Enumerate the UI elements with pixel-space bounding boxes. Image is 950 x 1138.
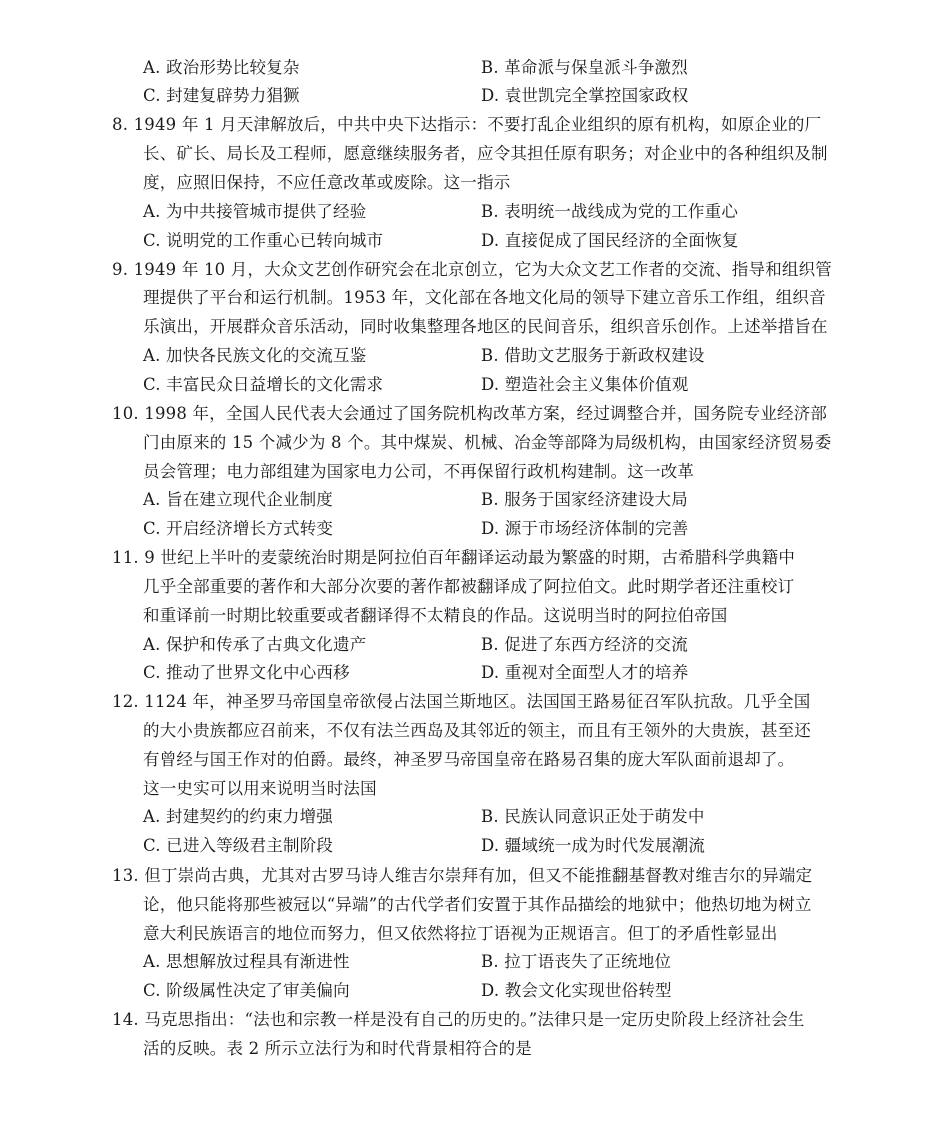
answer-option: C. 封建复辟势力猖獗 bbox=[143, 86, 300, 105]
question-text-line: 论，他只能将那些被冠以“异端”的古代学者们安置于其作品描绘的地狱中；他热切地为树立 bbox=[143, 895, 812, 914]
answer-option: D. 塑造社会主义集体价值观 bbox=[481, 375, 689, 394]
question-stem-line: 12. 1124 年，神圣罗马帝国皇帝欲侵占法国兰斯地区。法国国王路易征召军队抗敌。几乎全国 bbox=[112, 692, 811, 711]
answer-option: B. 革命派与保皇派斗争激烈 bbox=[481, 58, 688, 77]
question-text-line: 度，应照旧保持，不应任意改革或废除。这一指示 bbox=[143, 173, 511, 192]
answer-option: C. 说明党的工作重心已转向城市 bbox=[143, 231, 384, 250]
question-text-line: 有曾经与国王作对的伯爵。最终，神圣罗马帝国皇帝在路易召集的庞大军队面前退却了。 bbox=[143, 750, 795, 769]
question-text-line: 活的反映。表 2 所示立法行为和时代背景相符合的是 bbox=[143, 1039, 532, 1058]
question-text-line: 理提供了平台和运行机制。1953 年，文化部在各地文化局的领导下建立音乐工作组，组织音 bbox=[143, 288, 826, 307]
answer-option: B. 表明统一战线成为党的工作重心 bbox=[481, 202, 739, 221]
answer-option: B. 民族认同意识正处于萌发中 bbox=[481, 807, 705, 826]
answer-option: A. 保护和传承了古典文化遗产 bbox=[143, 635, 367, 654]
question-text-line: 的大小贵族都应召前来，不仅有法兰西岛及其邻近的领主，而且有王领外的大贵族，甚至还 bbox=[143, 721, 811, 740]
answer-option: B. 借助文艺服务于新政权建设 bbox=[481, 346, 705, 365]
answer-option: C. 推动了世界文化中心西移 bbox=[143, 663, 350, 682]
answer-option: D. 源于市场经济体制的完善 bbox=[481, 519, 689, 538]
answer-option: C. 阶级属性决定了审美偏向 bbox=[143, 981, 350, 1000]
question-stem-line: 9. 1949 年 10 月，大众文艺创作研究会在北京创立，它为大众文艺工作者的交流、指导和组织管 bbox=[112, 260, 833, 279]
question-text-line: 员会管理；电力部组建为国家电力公司，不再保留行政机构建制。这一改革 bbox=[143, 462, 695, 481]
answer-option: C. 丰富民众日益增长的文化需求 bbox=[143, 375, 384, 394]
answer-option: C. 已进入等级君主制阶段 bbox=[143, 836, 334, 855]
answer-option: A. 加快各民族文化的交流互鉴 bbox=[143, 346, 367, 365]
answer-option: B. 拉丁语丧失了正统地位 bbox=[481, 952, 672, 971]
question-stem-line: 14. 马克思指出：“法也和宗教一样是没有自己的历史的。”法律只是一定历史阶段上经济社会生 bbox=[112, 1010, 805, 1029]
answer-option: A. 思想解放过程具有渐进性 bbox=[143, 952, 350, 971]
answer-option: C. 开启经济增长方式转变 bbox=[143, 519, 334, 538]
question-text-line: 几乎全部重要的著作和大部分次要的著作都被翻译成了阿拉伯文。此时期学者还注重校订 bbox=[143, 577, 795, 596]
question-text-line: 意大利民族语言的地位而努力，但又依然将拉丁语视为正规语言。但丁的矛盾性彰显出 bbox=[143, 924, 778, 943]
question-text-line: 和重译前一时期比较重要或者翻译得不太精良的作品。这说明当时的阿拉伯帝国 bbox=[143, 606, 728, 625]
question-stem-line: 11. 9 世纪上半叶的麦蒙统治时期是阿拉伯百年翻译运动最为繁盛的时期，古希腊科学典籍中 bbox=[112, 548, 796, 567]
answer-option: D. 袁世凯完全掌控国家政权 bbox=[481, 86, 689, 105]
answer-option: B. 服务于国家经济建设大局 bbox=[481, 490, 688, 509]
answer-option: A. 封建契约的约束力增强 bbox=[143, 807, 334, 826]
question-stem-line: 10. 1998 年，全国人民代表大会通过了国务院机构改革方案，经过调整合并，国务院专业经济部 bbox=[112, 404, 828, 423]
answer-option: D. 重视对全面型人才的培养 bbox=[481, 663, 689, 682]
answer-option: D. 教会文化实现世俗转型 bbox=[481, 981, 672, 1000]
question-text-line: 乐演出，开展群众音乐活动，同时收集整理各地区的民间音乐，组织音乐创作。上述举措旨在 bbox=[143, 317, 828, 336]
question-text-line: 长、矿长、局长及工程师，愿意继续服务者，应令其担任原有职务；对企业中的各种组织及制 bbox=[143, 144, 828, 163]
answer-option: A. 政治形势比较复杂 bbox=[143, 58, 300, 77]
answer-option: A. 为中共接管城市提供了经验 bbox=[143, 202, 367, 221]
answer-option: A. 旨在建立现代企业制度 bbox=[143, 490, 334, 509]
answer-option: B. 促进了东西方经济的交流 bbox=[481, 635, 688, 654]
question-text-line: 这一史实可以用来说明当时法国 bbox=[143, 779, 377, 798]
question-stem-line: 13. 但丁崇尚古典，尤其对古罗马诗人维吉尔崇拜有加，但又不能推翻基督教对维吉尔的异端定 bbox=[112, 866, 813, 885]
answer-option: D. 直接促成了国民经济的全面恢复 bbox=[481, 231, 739, 250]
answer-option: D. 疆域统一成为时代发展潮流 bbox=[481, 836, 706, 855]
question-text-line: 门由原来的 15 个减少为 8 个。其中煤炭、机械、冶金等部降为局级机构，由国家经济贸易委 bbox=[143, 433, 832, 452]
question-stem-line: 8. 1949 年 1 月天津解放后，中共中央下达指示：不要打乱企业组织的原有机构，如原企业的厂 bbox=[112, 115, 822, 134]
